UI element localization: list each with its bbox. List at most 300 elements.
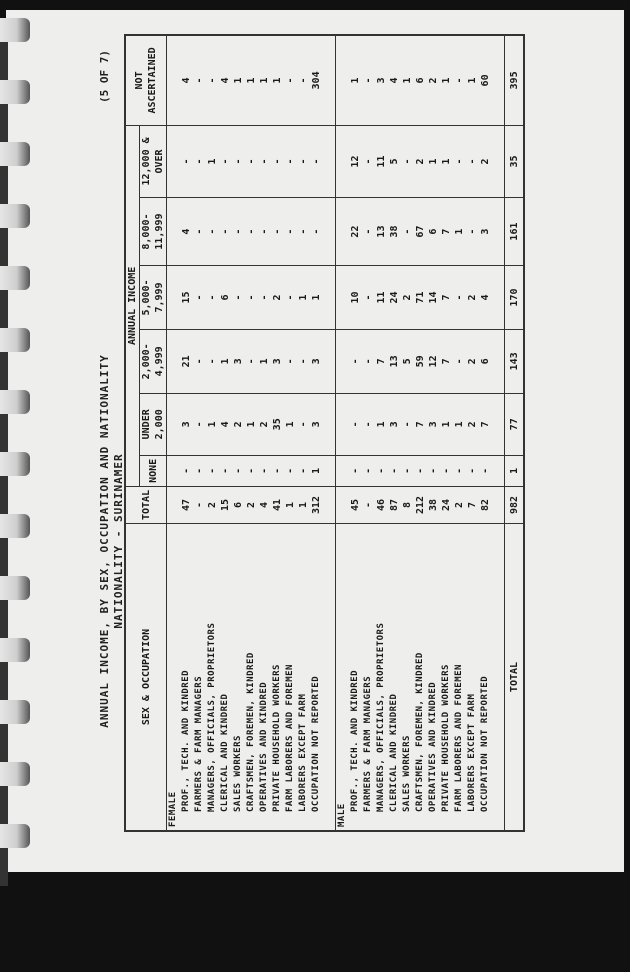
table-row — [479, 35, 492, 831]
empty-cell — [167, 393, 181, 455]
value-cell: - — [427, 455, 440, 486]
value-cell: - — [466, 455, 479, 486]
value-cell: 1 — [219, 329, 232, 393]
binding-gap — [0, 228, 8, 266]
value-cell: 38 — [427, 486, 440, 523]
value-cell: - — [362, 35, 375, 125]
value-cell: 4 — [388, 35, 401, 125]
occupation-label: MANAGERS, OFFICIALS, PROPRIETORS — [206, 524, 219, 832]
occupation-label: OPERATIVES AND KINDRED — [427, 524, 440, 832]
value-cell: 312 — [310, 486, 323, 523]
value-cell: - — [349, 329, 362, 393]
value-cell: - — [310, 198, 323, 266]
value-cell: 2 — [466, 393, 479, 455]
value-cell: 1 — [232, 35, 245, 125]
value-cell: 3 — [388, 393, 401, 455]
binding-gap — [0, 538, 8, 576]
empty-cell — [336, 35, 350, 125]
value-cell: 3 — [310, 329, 323, 393]
table-row — [271, 35, 284, 831]
empty-cell — [492, 486, 505, 523]
binding-ring — [0, 700, 30, 724]
value-cell: 15 — [180, 266, 193, 330]
binding-ring — [0, 576, 30, 600]
occupation-label: OCCUPATION NOT REPORTED — [479, 524, 492, 832]
value-cell: - — [180, 125, 193, 197]
section-label: MALE — [336, 524, 350, 832]
table-row — [284, 35, 297, 831]
value-cell: 304 — [310, 35, 323, 125]
occupation-label: PRIVATE HOUSEHOLD WORKERS — [440, 524, 453, 832]
occupation-label: SALES WORKERS — [232, 524, 245, 832]
value-cell: - — [479, 455, 492, 486]
occupation-label: CRAFTSMEN, FOREMEN, KINDRED — [414, 524, 427, 832]
occupation-label: FARM LABORERS AND FOREMEN — [453, 524, 466, 832]
value-cell: 6 — [232, 486, 245, 523]
value-cell: - — [297, 329, 310, 393]
value-cell: 71 — [414, 266, 427, 330]
value-cell: 3 — [180, 393, 193, 455]
binding-ring — [0, 328, 30, 352]
table-row — [245, 35, 258, 831]
empty-cell — [323, 35, 336, 125]
occupation-label: PROF., TECH. AND KINDRED — [349, 524, 362, 832]
table-row — [258, 35, 271, 831]
value-cell: 13 — [388, 329, 401, 393]
empty-cell — [323, 393, 336, 455]
value-cell: 6 — [427, 198, 440, 266]
empty-cell — [336, 486, 350, 523]
total-cell: 161 — [505, 198, 525, 266]
value-cell: - — [453, 455, 466, 486]
value-cell: - — [232, 455, 245, 486]
binding-gap — [0, 724, 8, 762]
value-cell: - — [297, 35, 310, 125]
value-cell: - — [297, 393, 310, 455]
value-cell: 1 — [297, 266, 310, 330]
occupation-label: FARMERS & FARM MANAGERS — [362, 524, 375, 832]
value-cell: 2 — [427, 35, 440, 125]
value-cell: 2 — [466, 329, 479, 393]
value-cell: - — [245, 329, 258, 393]
value-cell: 1 — [284, 393, 297, 455]
total-cell: 170 — [505, 266, 525, 330]
value-cell: - — [362, 329, 375, 393]
value-cell: - — [245, 266, 258, 330]
value-cell: 82 — [479, 486, 492, 523]
value-cell: 2 — [401, 266, 414, 330]
value-cell: 1 — [271, 35, 284, 125]
value-cell: 8 — [401, 486, 414, 523]
empty-cell — [323, 329, 336, 393]
binding-gap — [0, 42, 8, 80]
value-cell: - — [284, 455, 297, 486]
value-cell: 2 — [466, 266, 479, 330]
value-cell: 87 — [388, 486, 401, 523]
value-cell: - — [362, 455, 375, 486]
value-cell: - — [271, 125, 284, 197]
value-cell: - — [193, 486, 206, 523]
value-cell: 3 — [375, 35, 388, 125]
empty-cell — [492, 393, 505, 455]
value-cell: - — [180, 455, 193, 486]
value-cell: 1 — [258, 35, 271, 125]
empty-cell — [323, 455, 336, 486]
value-cell: 1 — [453, 393, 466, 455]
binding-gap — [0, 414, 8, 452]
value-cell: 12 — [427, 329, 440, 393]
value-cell: 6 — [219, 266, 232, 330]
value-cell: - — [362, 393, 375, 455]
table-row — [349, 35, 362, 831]
empty-cell — [492, 35, 505, 125]
value-cell: - — [284, 198, 297, 266]
binding-gap — [0, 662, 8, 700]
value-cell: 1 — [284, 486, 297, 523]
binding-ring — [0, 824, 30, 848]
value-cell: 6 — [479, 329, 492, 393]
value-cell: - — [193, 329, 206, 393]
occupation-label: LABORERS EXCEPT FARM — [466, 524, 479, 832]
table-row — [401, 35, 414, 831]
binding-ring — [0, 266, 30, 290]
value-cell: 2 — [479, 125, 492, 197]
table-row — [414, 35, 427, 831]
rotated-content — [6, 10, 624, 872]
value-cell: - — [206, 198, 219, 266]
value-cell: 1 — [427, 125, 440, 197]
value-cell: - — [284, 329, 297, 393]
value-cell: 1 — [245, 393, 258, 455]
value-cell: - — [271, 455, 284, 486]
empty-cell — [336, 329, 350, 393]
value-cell: - — [375, 455, 388, 486]
value-cell: 60 — [479, 35, 492, 125]
value-cell: - — [193, 125, 206, 197]
section-spacer — [323, 35, 336, 831]
empty-cell — [167, 125, 181, 197]
col-header-under-2000: UNDER 2,000 — [140, 393, 167, 455]
binding-gap — [0, 166, 8, 204]
value-cell: 3 — [232, 329, 245, 393]
value-cell: 10 — [349, 266, 362, 330]
occupation-label: SALES WORKERS — [401, 524, 414, 832]
table-row — [310, 35, 323, 831]
row-header: SEX & OCCUPATION — [125, 524, 167, 832]
binding-ring — [0, 762, 30, 786]
section-row — [336, 35, 350, 831]
value-cell: - — [206, 266, 219, 330]
binding-ring — [0, 204, 30, 228]
value-cell: 13 — [375, 198, 388, 266]
value-cell: 4 — [258, 486, 271, 523]
col-header-8000-11999: 8,000-11,999 — [140, 198, 167, 266]
binding-gap — [0, 104, 8, 142]
value-cell: 4 — [180, 198, 193, 266]
total-cell: 395 — [505, 35, 525, 125]
binding-ring — [0, 142, 30, 166]
value-cell: - — [258, 198, 271, 266]
value-cell: 7 — [479, 393, 492, 455]
binding-gap — [0, 352, 8, 390]
value-cell: - — [258, 125, 271, 197]
occupation-label: LABORERS EXCEPT FARM — [297, 524, 310, 832]
col-header-not-ascertained: NOT ASCERTAINED — [125, 35, 167, 125]
value-cell: 1 — [440, 393, 453, 455]
value-cell: - — [362, 266, 375, 330]
table-row — [427, 35, 440, 831]
value-cell: 3 — [427, 393, 440, 455]
value-cell: - — [232, 266, 245, 330]
value-cell: - — [297, 198, 310, 266]
empty-cell — [492, 455, 505, 486]
col-header-none: NONE — [140, 455, 167, 486]
value-cell: - — [284, 266, 297, 330]
value-cell: 41 — [271, 486, 284, 523]
value-cell: 1 — [206, 125, 219, 197]
value-cell: 1 — [440, 125, 453, 197]
table-row — [193, 35, 206, 831]
value-cell: - — [440, 455, 453, 486]
value-cell: 3 — [271, 329, 284, 393]
value-cell: 5 — [401, 329, 414, 393]
table-row — [219, 35, 232, 831]
value-cell: - — [297, 455, 310, 486]
value-cell: 6 — [414, 35, 427, 125]
value-cell: - — [258, 266, 271, 330]
total-cell: 982 — [505, 486, 525, 523]
value-cell: - — [414, 455, 427, 486]
value-cell: 24 — [388, 266, 401, 330]
value-cell: - — [193, 455, 206, 486]
value-cell: 2 — [453, 486, 466, 523]
value-cell: 1 — [440, 35, 453, 125]
binding-ring — [0, 638, 30, 662]
value-cell: 3 — [310, 393, 323, 455]
empty-cell — [167, 35, 181, 125]
value-cell: - — [271, 198, 284, 266]
total-label: TOTAL — [505, 524, 525, 832]
value-cell: 1 — [310, 455, 323, 486]
table-row — [362, 35, 375, 831]
occupation-label: PROF., TECH. AND KINDRED — [180, 524, 193, 832]
value-cell: 47 — [180, 486, 193, 523]
value-cell: - — [362, 125, 375, 197]
occupation-label: FARM LABORERS AND FOREMEN — [284, 524, 297, 832]
document-title: ANNUAL INCOME, BY SEX, OCCUPATION AND NATIONALITY — [98, 354, 111, 728]
empty-cell — [323, 125, 336, 197]
binding-ring — [0, 390, 30, 414]
table-row — [453, 35, 466, 831]
empty-cell — [336, 455, 350, 486]
empty-cell — [167, 486, 181, 523]
value-cell: - — [193, 393, 206, 455]
empty-cell — [336, 198, 350, 266]
value-cell: 7 — [440, 198, 453, 266]
empty-cell — [492, 198, 505, 266]
page-label: (5 OF 7) — [98, 50, 111, 103]
value-cell: 7 — [375, 329, 388, 393]
value-cell: - — [258, 455, 271, 486]
binding-gap — [0, 290, 8, 328]
empty-cell — [167, 329, 181, 393]
col-header-12000-over: 12,000 & OVER — [140, 125, 167, 197]
value-cell: 1 — [349, 35, 362, 125]
value-cell: 4 — [219, 35, 232, 125]
empty-cell — [336, 266, 350, 330]
value-cell: 2 — [271, 266, 284, 330]
empty-cell — [336, 125, 350, 197]
empty-cell — [323, 198, 336, 266]
occupation-label: CLERICAL AND KINDRED — [388, 524, 401, 832]
value-cell: - — [362, 198, 375, 266]
empty-cell — [167, 455, 181, 486]
col-header-5000-7999: 5,000-7,999 — [140, 266, 167, 330]
document-page — [6, 10, 624, 872]
value-cell: - — [219, 198, 232, 266]
value-cell: 11 — [375, 125, 388, 197]
value-cell: - — [206, 455, 219, 486]
value-cell: - — [232, 125, 245, 197]
value-cell: 22 — [349, 198, 362, 266]
value-cell: 1 — [206, 393, 219, 455]
value-cell: - — [453, 266, 466, 330]
value-cell: 21 — [180, 329, 193, 393]
value-cell: - — [453, 35, 466, 125]
value-cell: - — [401, 455, 414, 486]
value-cell: - — [310, 125, 323, 197]
occupation-label: OCCUPATION NOT REPORTED — [310, 524, 323, 832]
empty-cell — [323, 524, 336, 832]
value-cell: 2 — [206, 486, 219, 523]
value-cell: - — [206, 329, 219, 393]
value-cell: 1 — [453, 198, 466, 266]
value-cell: 5 — [388, 125, 401, 197]
value-cell: 3 — [479, 198, 492, 266]
empty-cell — [167, 266, 181, 330]
value-cell: - — [401, 125, 414, 197]
table-row — [440, 35, 453, 831]
binding-gap — [0, 600, 8, 638]
value-cell: - — [284, 125, 297, 197]
empty-cell — [492, 524, 505, 832]
value-cell: - — [362, 486, 375, 523]
value-cell: - — [219, 455, 232, 486]
empty-cell — [323, 486, 336, 523]
table-row — [206, 35, 219, 831]
col-header-total: TOTAL — [125, 486, 167, 523]
value-cell: 2 — [258, 393, 271, 455]
binding-gap — [0, 476, 8, 514]
value-cell: 7 — [440, 266, 453, 330]
binding-ring — [0, 452, 30, 476]
occupation-label: FARMERS & FARM MANAGERS — [193, 524, 206, 832]
value-cell: 46 — [375, 486, 388, 523]
value-cell: 45 — [349, 486, 362, 523]
value-cell: 2 — [414, 125, 427, 197]
value-cell: 1 — [297, 486, 310, 523]
binding-gap — [0, 848, 8, 886]
section-row — [167, 35, 181, 831]
section-spacer — [492, 35, 505, 831]
value-cell: 1 — [375, 393, 388, 455]
value-cell: - — [453, 125, 466, 197]
group-header: ANNUAL INCOME — [125, 125, 140, 486]
value-cell: - — [193, 35, 206, 125]
total-cell: 77 — [505, 393, 525, 455]
value-cell: 7 — [466, 486, 479, 523]
value-cell: - — [349, 393, 362, 455]
value-cell: - — [466, 198, 479, 266]
value-cell: - — [297, 125, 310, 197]
binding-ring — [0, 18, 30, 42]
value-cell: 15 — [219, 486, 232, 523]
total-cell: 35 — [505, 125, 525, 197]
value-cell: - — [453, 329, 466, 393]
total-row — [505, 35, 525, 831]
value-cell: 2 — [245, 486, 258, 523]
empty-cell — [492, 125, 505, 197]
empty-cell — [323, 266, 336, 330]
value-cell: 12 — [349, 125, 362, 197]
occupation-label: PRIVATE HOUSEHOLD WORKERS — [271, 524, 284, 832]
total-cell: 143 — [505, 329, 525, 393]
occupation-label: MANAGERS, OFFICIALS, PROPRIETORS — [375, 524, 388, 832]
binding-ring — [0, 80, 30, 104]
value-cell: 11 — [375, 266, 388, 330]
value-cell: - — [401, 198, 414, 266]
value-cell: 59 — [414, 329, 427, 393]
value-cell: 35 — [271, 393, 284, 455]
table-body — [167, 35, 525, 831]
value-cell: 38 — [388, 198, 401, 266]
value-cell: - — [349, 455, 362, 486]
binding-gap — [0, 786, 8, 824]
empty-cell — [167, 198, 181, 266]
occupation-label: CRAFTSMEN, FOREMEN, KINDRED — [245, 524, 258, 832]
value-cell: 4 — [219, 393, 232, 455]
value-cell: - — [193, 266, 206, 330]
value-cell: 1 — [258, 329, 271, 393]
value-cell: - — [245, 125, 258, 197]
value-cell: - — [388, 455, 401, 486]
value-cell: 4 — [180, 35, 193, 125]
value-cell: 1 — [310, 266, 323, 330]
empty-cell — [336, 393, 350, 455]
occupation-label: CLERICAL AND KINDRED — [219, 524, 232, 832]
value-cell: - — [245, 198, 258, 266]
value-cell: 24 — [440, 486, 453, 523]
value-cell: 7 — [440, 329, 453, 393]
value-cell: 14 — [427, 266, 440, 330]
binding-ring — [0, 514, 30, 538]
table-row — [232, 35, 245, 831]
value-cell: - — [193, 198, 206, 266]
table-row — [466, 35, 479, 831]
table-row — [375, 35, 388, 831]
value-cell: - — [284, 35, 297, 125]
value-cell: - — [219, 125, 232, 197]
value-cell: - — [401, 393, 414, 455]
value-cell: 2 — [232, 393, 245, 455]
col-header-2000-4999: 2,000-4,999 — [140, 329, 167, 393]
table-row — [388, 35, 401, 831]
value-cell: 1 — [401, 35, 414, 125]
value-cell: - — [232, 198, 245, 266]
value-cell: 4 — [479, 266, 492, 330]
value-cell: - — [466, 125, 479, 197]
table-row — [180, 35, 193, 831]
